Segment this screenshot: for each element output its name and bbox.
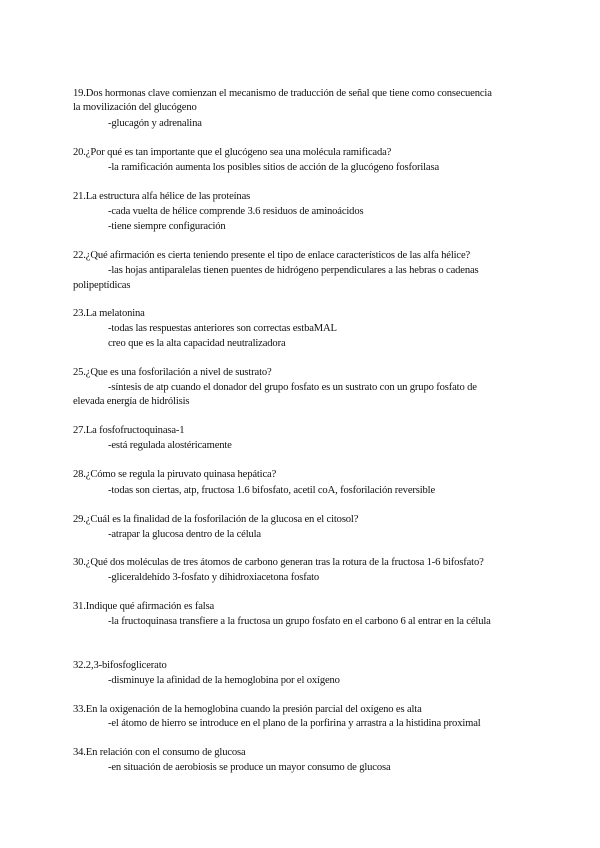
answer-27: -está regulada alostéricamente	[108, 440, 232, 451]
question-30: 30.¿Qué dos moléculas de tres átomos de carbono generan tras la rotura de la fructosa 1-6 bifosfato?	[73, 557, 484, 568]
answer-23-second: creo que es la alta capacidad neutralizadora	[108, 338, 286, 349]
question-29: 29.¿Cuál es la finalidad de la fosforilación de la glucosa en el citosol?	[73, 514, 359, 525]
answer-33: -el átomo de hierro se introduce en el plano de la porfirina y arrastra a la histidina proximal	[108, 718, 481, 729]
answer-22: -las hojas antiparalelas tienen puentes de hidrógeno perpendiculares a las hebras o cadenas	[108, 265, 479, 276]
answer-23: -todas las respuestas anteriores son correctas estbaMAL	[108, 323, 337, 334]
question-20: 20.¿Por qué es tan importante que el glucógeno sea una molécula ramificada?	[73, 147, 392, 158]
question-23: 23.La melatonina	[73, 308, 145, 319]
question-31: 31.Indique qué afirmación es falsa	[73, 601, 215, 612]
question-33: 33.En la oxigenación de la hemoglobina cuando la presión parcial del oxígeno es alta	[73, 704, 422, 715]
answer-25-continuation: elevada energía de hidrólisis	[73, 396, 190, 407]
answer-22-continuation: polipeptídicas	[73, 280, 131, 291]
question-22: 22.¿Qué afirmación es cierta teniendo presente el tipo de enlace característicos de las alfa hélice?	[73, 250, 471, 261]
question-25: 25.¿Que es una fosforilación a nivel de sustrato?	[73, 367, 272, 378]
question-28: 28.¿Cómo se regula la piruvato quinasa hepática?	[73, 469, 277, 480]
answer-28: -todas son ciertas, atp, fructosa 1.6 bifosfato, acetil coA, fosforilación reversible	[108, 485, 436, 496]
question-21: 21.La estructura alfa hélice de las proteínas	[73, 191, 251, 202]
question-32: 32.2,3-bifosfoglicerato	[73, 660, 167, 671]
answer-25: -síntesis de atp cuando el donador del grupo fosfato es un sustrato con un grupo fosfato de	[108, 382, 477, 393]
answer-31: -la fructoquinasa transfiere a la fructosa un grupo fosfato en el carbono 6 al entrar en la célula	[108, 616, 491, 627]
answer-21: -cada vuelta de hélice comprende 3.6 residuos de aminoácidos	[108, 206, 364, 217]
question-19-continuation: la movilización del glucógeno	[73, 102, 197, 113]
answer-30: -gliceraldehído 3-fosfato y dihidroxiacetona fosfato	[108, 572, 320, 583]
answer-32: -disminuye la afinidad de la hemoglobina por el oxígeno	[108, 675, 340, 686]
question-27: 27.La fosfofructoquinasa-1	[73, 425, 185, 436]
answer-29: -atrapar la glucosa dentro de la célula	[108, 529, 261, 540]
answer-20: -la ramificación aumenta los posibles sitios de acción de la glucógeno fosforilasa	[108, 162, 440, 173]
answer-19: -glucagón y adrenalina	[108, 118, 202, 129]
answer-34: -en situación de aerobiosis se produce un mayor consumo de glucosa	[108, 762, 391, 773]
question-19: 19.Dos hormonas clave comienzan el mecanismo de traducción de señal que tiene como consecuencia	[73, 88, 492, 99]
answer-21-second: -tiene siempre configuración	[108, 221, 226, 232]
question-34: 34.En relación con el consumo de glucosa	[73, 747, 246, 758]
